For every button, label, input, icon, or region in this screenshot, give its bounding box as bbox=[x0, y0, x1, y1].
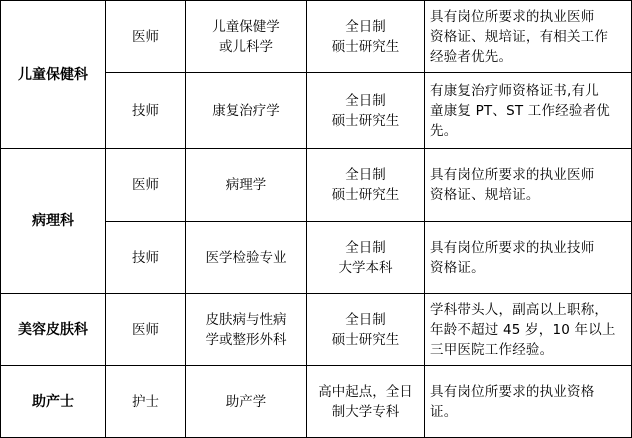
requirement-line: 证。 bbox=[430, 403, 458, 420]
table-row bbox=[1, 294, 632, 366]
role-cell: 技师 bbox=[106, 73, 186, 149]
education-cell bbox=[307, 1, 425, 73]
requirement-line: 先。 bbox=[430, 122, 458, 139]
major-line: 医学检验专业 bbox=[205, 249, 287, 266]
education-line: 大学本科 bbox=[338, 259, 393, 276]
requirements-cell bbox=[425, 222, 632, 294]
education-line: 硕士研究生 bbox=[331, 331, 400, 348]
role-cell: 医师 bbox=[106, 1, 186, 73]
major-line: 儿童保健学 bbox=[212, 18, 280, 35]
education-line: 硕士研究生 bbox=[331, 38, 400, 55]
major-line: 学或整形外科 bbox=[205, 331, 287, 348]
requirement-line: 具有岗位所要求的执业医师 bbox=[430, 8, 595, 25]
requirement-line: 有康复治疗师资格证书,有儿 bbox=[430, 82, 599, 99]
major-line: 病理学 bbox=[225, 177, 267, 193]
table-row bbox=[1, 149, 632, 222]
education-line: 高中起点，全日 bbox=[318, 383, 413, 400]
education-line: 全日制 bbox=[345, 167, 386, 183]
department-cell: 美容皮肤科 bbox=[1, 294, 106, 366]
education-line: 全日制 bbox=[345, 92, 386, 109]
education-cell bbox=[307, 366, 425, 438]
education-line: 全日制 bbox=[345, 311, 386, 328]
requirement-line: 经验者优先。 bbox=[430, 48, 513, 65]
major-cell bbox=[186, 73, 307, 149]
major-cell bbox=[186, 294, 307, 366]
requirement-line: 童康复 PT、ST 工作经验者优 bbox=[430, 102, 610, 119]
requirement-line: 具有岗位所要求的执业医师 bbox=[430, 167, 595, 183]
requirement-line: 资格证。 bbox=[430, 259, 485, 276]
education-cell bbox=[307, 73, 425, 149]
major-cell bbox=[186, 366, 307, 438]
major-cell bbox=[186, 222, 307, 294]
requirement-line: 学科带头人，副高以上职称， bbox=[430, 301, 609, 318]
requirement-line: 资格证、规培证，有相关工作 bbox=[430, 28, 609, 45]
role-cell: 医师 bbox=[106, 149, 186, 222]
requirements-cell bbox=[425, 294, 632, 366]
education-line: 硕士研究生 bbox=[331, 187, 400, 203]
role-cell: 技师 bbox=[106, 222, 186, 294]
major-line: 助产学 bbox=[225, 393, 267, 410]
education-cell bbox=[307, 294, 425, 366]
requirements-cell bbox=[425, 1, 632, 73]
requirements-cell bbox=[425, 149, 632, 222]
education-line: 全日制 bbox=[345, 239, 386, 256]
education-line: 全日制 bbox=[345, 18, 386, 35]
requirement-line: 具有岗位所要求的执业技师 bbox=[430, 239, 595, 256]
requirement-line: 年龄不超过 45 岁，10 年以上 bbox=[430, 321, 616, 338]
major-cell bbox=[186, 1, 307, 73]
department-cell: 助产士 bbox=[1, 366, 106, 438]
department-cell: 病理科 bbox=[1, 149, 106, 294]
major-cell bbox=[186, 149, 307, 222]
role-cell: 护士 bbox=[106, 366, 186, 438]
education-cell bbox=[307, 149, 425, 222]
requirements-cell bbox=[425, 366, 632, 438]
education-line: 硕士研究生 bbox=[331, 112, 400, 129]
requirements-cell bbox=[425, 73, 632, 149]
major-line: 皮肤病与性病 bbox=[205, 311, 287, 328]
education-line: 制大学专科 bbox=[331, 403, 400, 420]
table-row bbox=[1, 366, 632, 438]
major-line: 或儿科学 bbox=[219, 38, 273, 55]
role-cell: 医师 bbox=[106, 294, 186, 366]
major-line: 康复治疗学 bbox=[212, 102, 280, 119]
table-row bbox=[1, 1, 632, 73]
requirement-line: 三甲医院工作经验。 bbox=[430, 341, 554, 358]
department-cell: 儿童保健科 bbox=[1, 1, 106, 149]
education-cell bbox=[307, 222, 425, 294]
requirement-line: 资格证、规培证。 bbox=[430, 187, 540, 203]
requirement-line: 具有岗位所要求的执业资格 bbox=[430, 383, 595, 400]
